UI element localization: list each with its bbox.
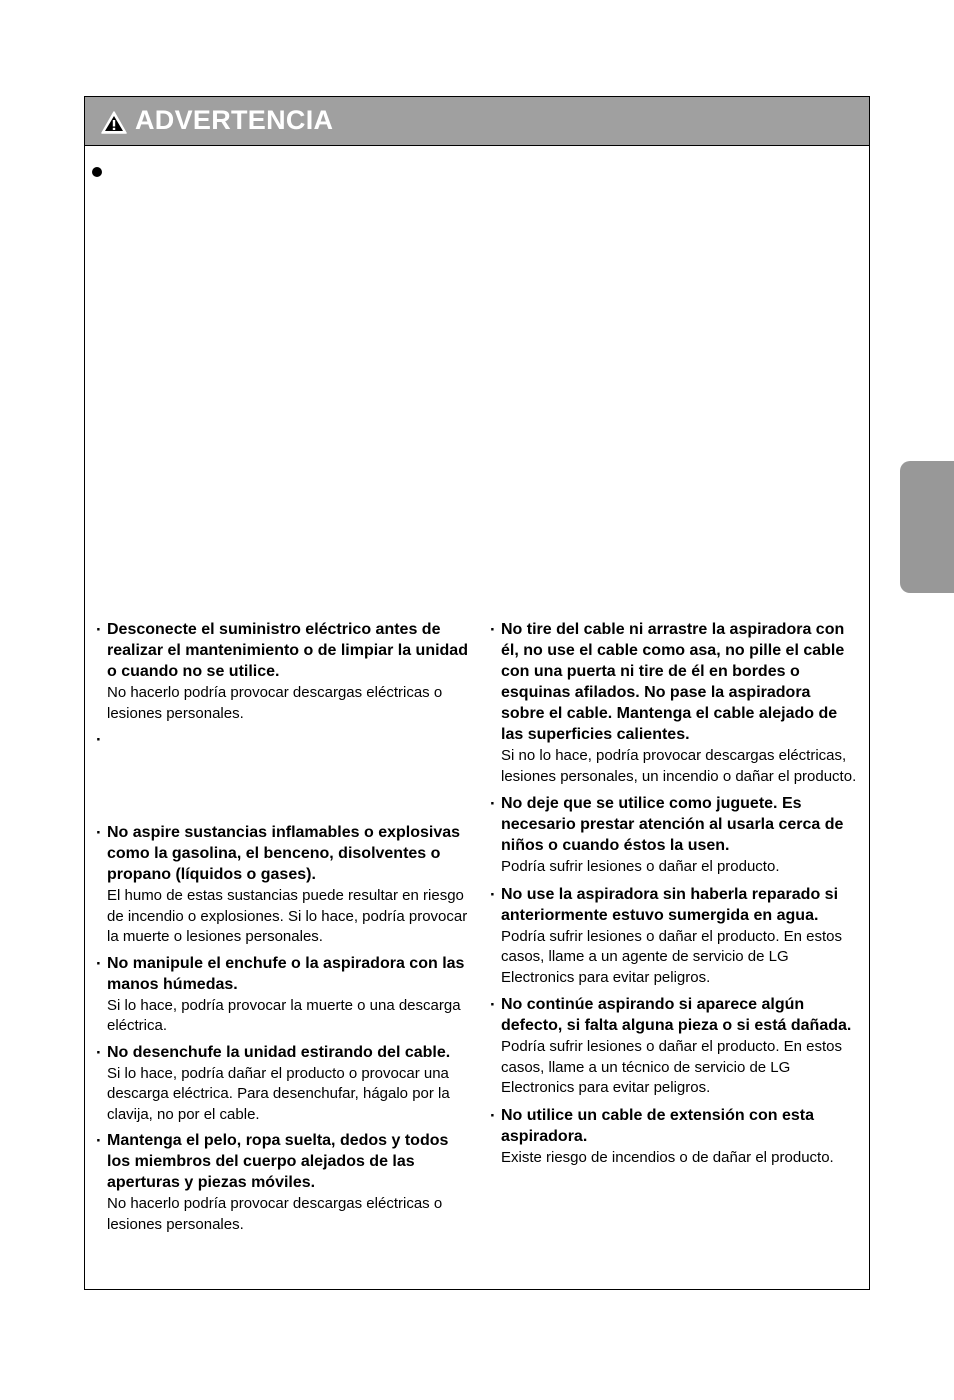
warning-item-body: No hacerlo podría provocar descargas eléctricas o lesiones personales.	[107, 1195, 443, 1233]
warning-item-body: No hacerlo podría provocar descargas eléctricas o lesiones personales.	[107, 684, 443, 722]
warning-item	[490, 1105, 858, 1169]
warning-item-title: · No desenchufe la unidad estirando del cable.	[107, 1043, 451, 1061]
warning-item-title: · No aspire sustancias inflamables o explosivas como la gasolina, el benceno, disolventes o propano (líquidos o gases).	[107, 824, 461, 883]
warning-item	[96, 619, 468, 724]
warning-header	[85, 97, 869, 146]
warning-item	[490, 619, 858, 787]
warning-title: ADVERTENCIA	[135, 105, 334, 135]
warning-item-title: · No tire del cable ni arrastre la aspiradora con él, no use el cable como asa, no pille el cable con una puerta ni tire de él en bordes o esquinas afilados. No pase la aspiradora sobre el cable. Mantenga el cable alejado de las superficies calientes.	[501, 621, 845, 743]
warning-item-body: Si lo hace, podría provocar la muerte o una descarga eléctrica.	[107, 996, 461, 1034]
warning-item-title: · No continúe aspirando si aparece algún defecto, si falta alguna pieza o si está dañada.	[501, 996, 852, 1034]
warning-item-body: El humo de estas sustancias puede resultar en riesgo de incendio o explosiones. Si lo hace, podría provocar la muerte o lesiones personales.	[107, 887, 468, 945]
warning-item-body: Podría sufrir lesiones o dañar el producto. En estos casos, llame a un técnico de servicio de LG Electronics para evitar peligros.	[501, 1038, 843, 1096]
warning-item-empty	[96, 729, 468, 817]
warning-item	[96, 1042, 468, 1126]
warning-item-title: · Desconecte el suministro eléctrico antes de realizar el mantenimiento o de limpiar la unidad o cuando no se utilice.	[107, 621, 468, 680]
bullet-marker	[92, 167, 102, 177]
warning-item-title: · No utilice un cable de extensión con esta aspiradora.	[501, 1106, 814, 1145]
warning-item-body: Si lo hace, podría dañar el producto o provocar una descarga eléctrica. Para desenchufar, hágalo por la clavija, no por el cable.	[107, 1064, 450, 1123]
warning-item-title: · No use la aspiradora sin haberla reparado si anteriormente estuvo sumergida en agua.	[501, 885, 839, 924]
warning-item	[490, 793, 858, 878]
warning-item	[490, 994, 858, 1099]
warnings-left-column	[96, 619, 468, 1240]
warning-item	[490, 884, 858, 989]
warning-triangle-icon	[101, 111, 127, 134]
warning-item-body: Podría sufrir lesiones o dañar el producto.	[501, 858, 780, 875]
side-language-tab	[900, 461, 954, 593]
warning-item-title: · Mantenga el pelo, ropa suelta, dedos y todos los miembros del cuerpo alejados de las aperturas y piezas móviles.	[107, 1132, 449, 1191]
warning-item-body: Podría sufrir lesiones o dañar el producto. En estos casos, llame a un agente de servicio de LG Electronics para evitar peligros.	[501, 927, 843, 986]
warning-item-body: Existe riesgo de incendios o de dañar el producto.	[501, 1148, 834, 1166]
warnings-right-column	[490, 619, 858, 1174]
warning-item-title: · No manipule el enchufe o la aspiradora con las manos húmedas.	[107, 954, 465, 993]
warning-item-title: · No deje que se utilice como juguete. Es necesario prestar atención al usarla cerca de niños o cuando éstos la usen.	[501, 795, 844, 854]
warning-item	[96, 1130, 468, 1235]
warning-item	[96, 953, 468, 1037]
warning-item-body: Si no lo hace, podría provocar descargas eléctricas, lesiones personales, un incendio o dañar el producto.	[501, 747, 857, 785]
warning-item	[96, 822, 468, 948]
